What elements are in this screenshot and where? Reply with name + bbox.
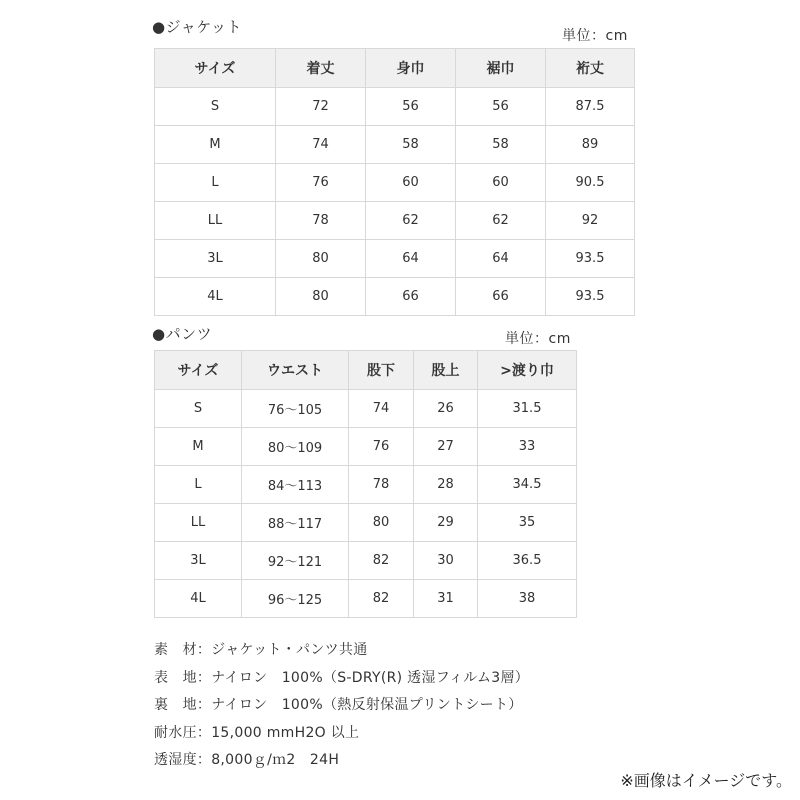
table-cell: 82 — [349, 580, 414, 618]
table-cell: 34.5 — [478, 466, 577, 504]
table-cell: 28 — [414, 466, 478, 504]
table-cell: 84～113 — [242, 466, 349, 504]
table-cell: M — [155, 126, 276, 164]
table-cell: 72 — [276, 88, 366, 126]
table-cell: 60 — [366, 164, 456, 202]
table-cell: LL — [155, 504, 242, 542]
material-spec-line: 透湿度：8,000ｇ/ｍ2 24H — [154, 752, 340, 768]
table-cell: 29 — [414, 504, 478, 542]
material-spec-line: 素 材：ジャケット・パンツ共通 — [154, 642, 368, 658]
table-cell: 4L — [155, 278, 276, 316]
table-cell: 56 — [456, 88, 546, 126]
pants-header-cell: 股下 — [349, 351, 414, 390]
pants-header-cell: >渡り巾 — [478, 351, 577, 390]
table-cell: 31.5 — [478, 390, 577, 428]
material-spec-line: 表 地：ナイロン 100%（S-DRY(R) 透湿フィルム3層） — [154, 669, 530, 686]
table-cell: 3L — [155, 542, 242, 580]
table-row — [155, 504, 577, 542]
jacket-header-row — [155, 49, 635, 88]
table-cell: 80～109 — [242, 428, 349, 466]
table-cell: L — [155, 466, 242, 504]
table-cell: 38 — [478, 580, 577, 618]
table-cell: 31 — [414, 580, 478, 618]
table-cell: 76～105 — [242, 390, 349, 428]
material-spec-list — [154, 637, 714, 775]
jacket-header-cell: 裾巾 — [456, 49, 546, 88]
table-cell: 80 — [349, 504, 414, 542]
pants-unit-label: 単位：cm — [505, 331, 571, 347]
table-cell: 30 — [414, 542, 478, 580]
table-cell: 58 — [456, 126, 546, 164]
table-cell: 62 — [456, 202, 546, 240]
table-cell: 64 — [456, 240, 546, 278]
table-cell: 66 — [456, 278, 546, 316]
table-cell: 88～117 — [242, 504, 349, 542]
table-cell: 74 — [276, 126, 366, 164]
pants-header-cell: 股上 — [414, 351, 478, 390]
table-cell: 93.5 — [546, 278, 635, 316]
table-cell: 26 — [414, 390, 478, 428]
table-cell: 58 — [366, 126, 456, 164]
table-cell: S — [155, 88, 276, 126]
table-cell: 76 — [349, 428, 414, 466]
table-row — [155, 88, 635, 126]
table-cell: M — [155, 428, 242, 466]
table-cell: S — [155, 390, 242, 428]
jacket-size-table — [154, 48, 635, 316]
jacket-header-cell: 裄丈 — [546, 49, 635, 88]
table-row — [155, 428, 577, 466]
jacket-header-cell: サイズ — [155, 49, 276, 88]
table-cell: 62 — [366, 202, 456, 240]
table-row — [155, 466, 577, 504]
table-cell: 92 — [546, 202, 635, 240]
table-cell: 78 — [276, 202, 366, 240]
pants-section-title: ●パンツ — [152, 325, 213, 343]
table-cell: 96～125 — [242, 580, 349, 618]
table-cell: 93.5 — [546, 240, 635, 278]
jacket-header-cell: 身巾 — [366, 49, 456, 88]
table-cell: 64 — [366, 240, 456, 278]
table-cell: 60 — [456, 164, 546, 202]
table-cell: 56 — [366, 88, 456, 126]
table-cell: 3L — [155, 240, 276, 278]
table-row — [155, 126, 635, 164]
table-cell: 74 — [349, 390, 414, 428]
table-cell: 76 — [276, 164, 366, 202]
table-row — [155, 542, 577, 580]
table-row — [155, 390, 577, 428]
table-row — [155, 240, 635, 278]
table-row — [155, 202, 635, 240]
table-row — [155, 164, 635, 202]
table-cell: 82 — [349, 542, 414, 580]
jacket-header-cell: 着丈 — [276, 49, 366, 88]
table-cell: 80 — [276, 240, 366, 278]
table-cell: 27 — [414, 428, 478, 466]
table-cell: 66 — [366, 278, 456, 316]
pants-size-table — [154, 350, 577, 618]
table-cell: 33 — [478, 428, 577, 466]
table-row — [155, 278, 635, 316]
pants-header-row — [155, 351, 577, 390]
table-cell: LL — [155, 202, 276, 240]
image-disclaimer-note: ※画像はイメージです。 — [620, 771, 792, 790]
pants-header-cell: ウエスト — [242, 351, 349, 390]
table-row — [155, 580, 577, 618]
table-cell: 36.5 — [478, 542, 577, 580]
table-cell: 78 — [349, 466, 414, 504]
material-spec-line: 裏 地：ナイロン 100%（熱反射保温プリントシート） — [154, 697, 523, 713]
table-cell: 90.5 — [546, 164, 635, 202]
table-cell: L — [155, 164, 276, 202]
jacket-unit-label: 単位：cm — [562, 28, 628, 44]
material-spec-line: 耐水圧：15,000 mmH2O 以上 — [154, 724, 360, 741]
table-cell: 89 — [546, 126, 635, 164]
table-cell: 80 — [276, 278, 366, 316]
table-cell: 87.5 — [546, 88, 635, 126]
pants-header-cell: サイズ — [155, 351, 242, 390]
jacket-section-title: ●ジャケット — [152, 18, 243, 36]
table-cell: 92～121 — [242, 542, 349, 580]
table-cell: 35 — [478, 504, 577, 542]
table-cell: 4L — [155, 580, 242, 618]
